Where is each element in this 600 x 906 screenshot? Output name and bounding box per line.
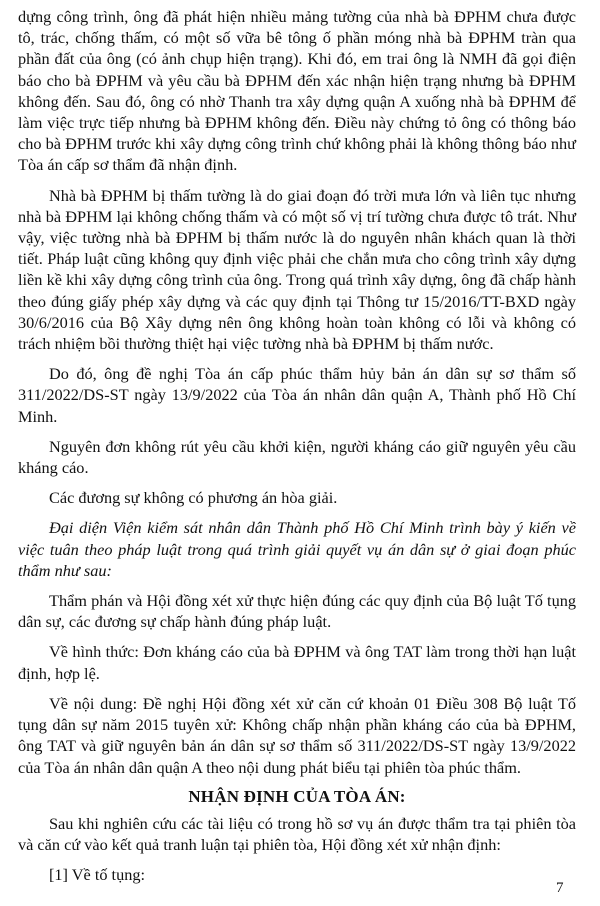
- paragraph-content: Về nội dung: Đề nghị Hội đồng xét xử căn cứ khoản 01 Điều 308 Bộ luật Tố tụng dân sự năm 2015 tuyên xử: Không chấp nhận phần kháng cáo của bà ĐPHM, ông TAT và giữ nguyên bản án dân sự sơ thẩm số 311/2022/DS-ST ngày 13/9/2022 của Tòa án nhân dân quận A theo nội dung phát biểu tại phiên tòa phúc thẩm.: [18, 693, 576, 777]
- paragraph-procedure-label: [1] Về tố tụng:: [49, 865, 146, 885]
- paragraph-no-mediation: Các đương sự không có phương án hòa giải.: [49, 488, 338, 508]
- page-number: 7: [556, 880, 564, 896]
- paragraph-seepage-cause: Nhà bà ĐPHM bị thấm tường là do giai đoạn đó trời mưa lớn và liên tục nhưng nhà bà ĐPHM lại không chống thấm và có một số vị trí tường chưa được tô trát. Như vậy, việc tường nhà bà ĐPHM bị thấm nước là do nguyên nhân khách quan là thời tiết. Pháp luật cũng không quy định việc phải che chắn mưa cho công trình xây dựng liền kề khi xây dựng công trình của ông. Trong quá trình xây dựng, ông đã chấp hành theo đúng giấy phép xây dựng và các quy định tại Thông tư 15/2016/TT-BXD ngày 30/6/2016 của Bộ Xây dựng nên ông không hoàn toàn không có lỗi và không có trách nhiệm bồi thường thiệt hại việc tường nhà bà ĐPHM bị thấm nước.: [18, 185, 576, 354]
- paragraph-continuation: dựng công trình, ông đã phát hiện nhiều mảng tường của nhà bà ĐPHM chưa được tô, trác, chống thấm, có một số vữa bê tông ố phần móng nhà bà ĐPHM tràn qua phần đất của ông (có ảnh chụp hiện trạng). Khi đó, em trai ông là NMH đã gọi điện báo cho bà ĐPHM và yêu cầu bà ĐPHM đến xác nhận hiện trạng nhưng bà ĐPHM không đến. Sau đó, ông có nhờ Thanh tra xây dựng quận A xuống nhà bà ĐPHM để làm việc trực tiếp nhưng bà ĐPHM không đến. Điều này chứng tỏ ông có thông báo cho bà ĐPHM trước khi xây dựng công trình chứ không phải là không thông báo như Tòa án cấp sơ thẩm đã nhận định.: [18, 7, 576, 175]
- document-page: [18, 6, 576, 894]
- paragraph-plaintiff-position: Nguyên đơn không rút yêu cầu khởi kiện, người kháng cáo giữ nguyên yêu cầu kháng cáo.: [18, 436, 576, 478]
- paragraph-court-review: Sau khi nghiên cứu các tài liệu có trong hồ sơ vụ án được thẩm tra tại phiên tòa và căn cứ vào kết quả tranh luận tại phiên tòa, Hội đồng xét xử nhận định:: [18, 813, 576, 854]
- section-heading: NHẬN ĐỊNH CỦA TÒA ÁN:: [188, 786, 406, 806]
- paragraph-form: Về hình thức: Đơn kháng cáo của bà ĐPHM và ông TAT làm trong thời hạn luật định, hợp lệ.: [18, 642, 576, 683]
- paragraph-appeal-request: Do đó, ông đề nghị Tòa án cấp phúc thẩm hủy bản án dân sự sơ thẩm số 311/2022/DS-ST ngày 13/9/2022 của Tòa án nhân dân quận A, Thành phố Hồ Chí Minh.: [18, 364, 576, 426]
- paragraph-judge-compliance: Thẩm phán và Hội đồng xét xử thực hiện đúng các quy định của Bộ luật Tố tụng dân sự, các đương sự chấp hành đúng pháp luật.: [18, 591, 576, 632]
- paragraph-procuracy-intro: Đại diện Viện kiểm sát nhân dân Thành phố Hồ Chí Minh trình bày ý kiến về việc tuân theo pháp luật trong quá trình giải quyết vụ án dân sự ở giai đoạn phúc thẩm như sau:: [18, 518, 576, 580]
